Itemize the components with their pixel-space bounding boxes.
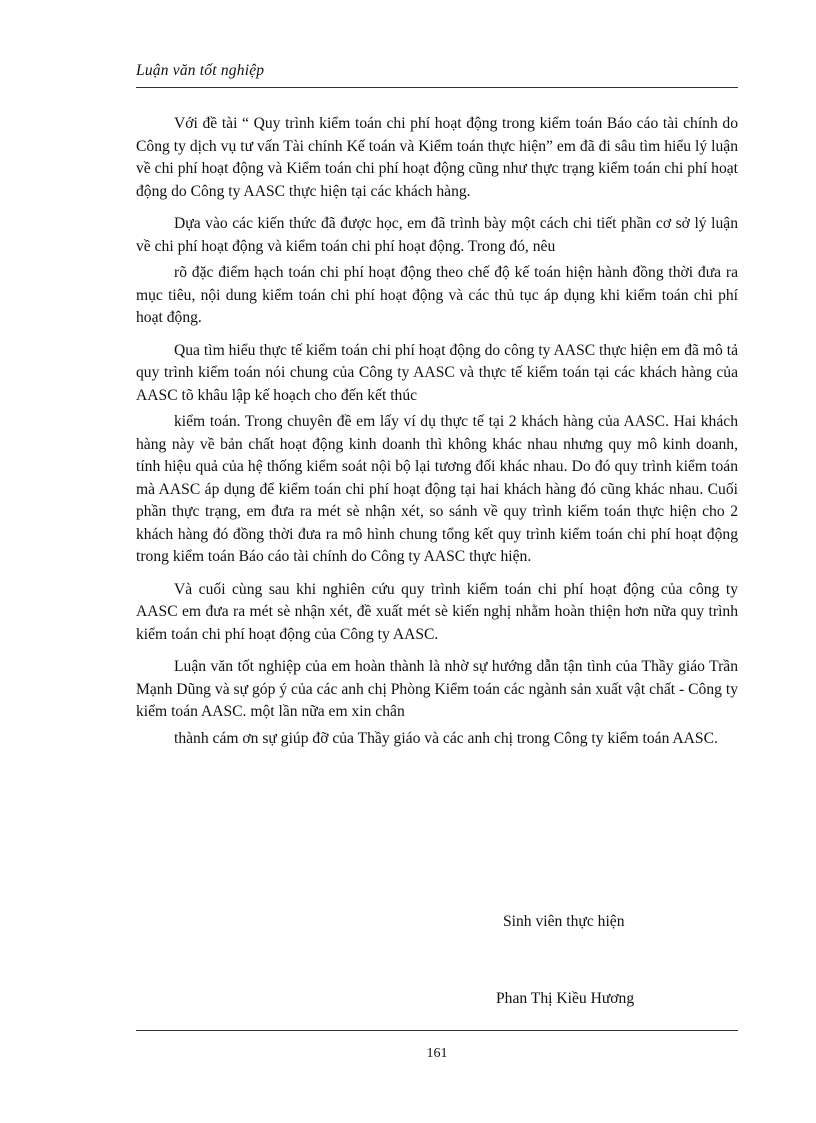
paragraph-5: kiểm toán. Trong chuyên đề em lấy ví dụ thực tế tại 2 khách hàng của AASC. Hai khách hàng này về bản chất hoạt động kinh doanh thì không khác nhau nhưng quy mô kinh doanh, tính hiệu quả của hệ thống kiểm soát nội bộ lại tương đối khác nhau. Do đó quy trình kiểm toán mà AASC áp dụng để kiểm toán chi phí hoạt động tại hai khách hàng đó cũng khác nhau. Cuối phần thực trạng, em đưa ra mét sè nhận xét, so sánh về quy trình kiểm toán thực hiện cho 2 khách hàng đó đồng thời đưa ra mô hình chung tổng kết quy trình kiểm toán chi phí hoạt động trong kiểm toán Báo cáo tài chính do Công ty AASC thực hiện. — [136, 413, 738, 565]
paragraph-8: thành cám ơn sự giúp đỡ của Thầy giáo và các anh chị trong Công ty kiểm toán AASC. — [174, 729, 718, 747]
paragraph-1: Với đề tài “ Quy trình kiểm toán chi phí hoạt động trong kiểm toán Báo cáo tài chính do Công ty dịch vụ tư vấn Tài chính Kế toán và Kiểm toán thực hiện” em đã đi sâu tìm hiểu lý luận về chi phí hoạt động và Kiểm toán chi phí hoạt động cũng như thực trạng kiểm toán chi phí hoạt động do Công ty AASC thực hiện tại các khách hàng. — [136, 115, 738, 200]
paragraph-6: Và cuối cùng sau khi nghiên cứu quy trình kiểm toán chi phí hoạt động của công ty AASC em đưa ra mét sè nhận xét, đề xuất mét sè kiến nghị nhằm hoàn thiện hơn nữa quy trình kiểm toán chi phí hoạt động của Công ty AASC. — [136, 580, 738, 643]
paragraph-3: rõ đặc điểm hạch toán chi phí hoạt động theo chế độ kế toán hiện hành đồng thời đưa ra mục tiêu, nội dung kiểm toán chi phí hoạt động và các thủ tục áp dụng khi kiểm toán chi phí hoạt động. — [136, 264, 738, 326]
paragraph-2: Dựa vào các kiến thức đã được học, em đã trình bày một cách chi tiết phần cơ sở lý luận về chi phí hoạt động và kiểm toán chi phí hoạt động. Trong đó, nêu — [136, 215, 738, 255]
signature-role: Sinh viên thực hiện — [503, 913, 625, 930]
paragraph-7: Luận văn tốt nghiệp của em hoàn thành là nhờ sự hướng dẫn tận tình của Thầy giáo Trần Mạnh Dũng và sự góp ý của các anh chị Phòng Kiểm toán các ngành sản xuất vật chất - Công ty kiểm toán AASC. một lần nữa em xin chân — [136, 658, 738, 720]
header-title: Luận văn tốt nghiệp — [136, 62, 265, 79]
running-header — [136, 62, 738, 80]
header-rule — [136, 87, 738, 88]
paragraph-4: Qua tìm hiểu thực tế kiểm toán chi phí hoạt động do công ty AASC thực hiện em đã mô tả quy trình kiểm toán nói chung của Công ty AASC và thực tế kiểm toán tại các khách hàng của AASC tõ khâu lập kế hoạch cho đến kết thúc — [136, 341, 738, 404]
footer-rule — [136, 1030, 738, 1031]
signature-name: Phan Thị Kiều Hương — [496, 990, 635, 1007]
page-number: 161 — [426, 1046, 448, 1061]
document-body — [136, 113, 738, 760]
